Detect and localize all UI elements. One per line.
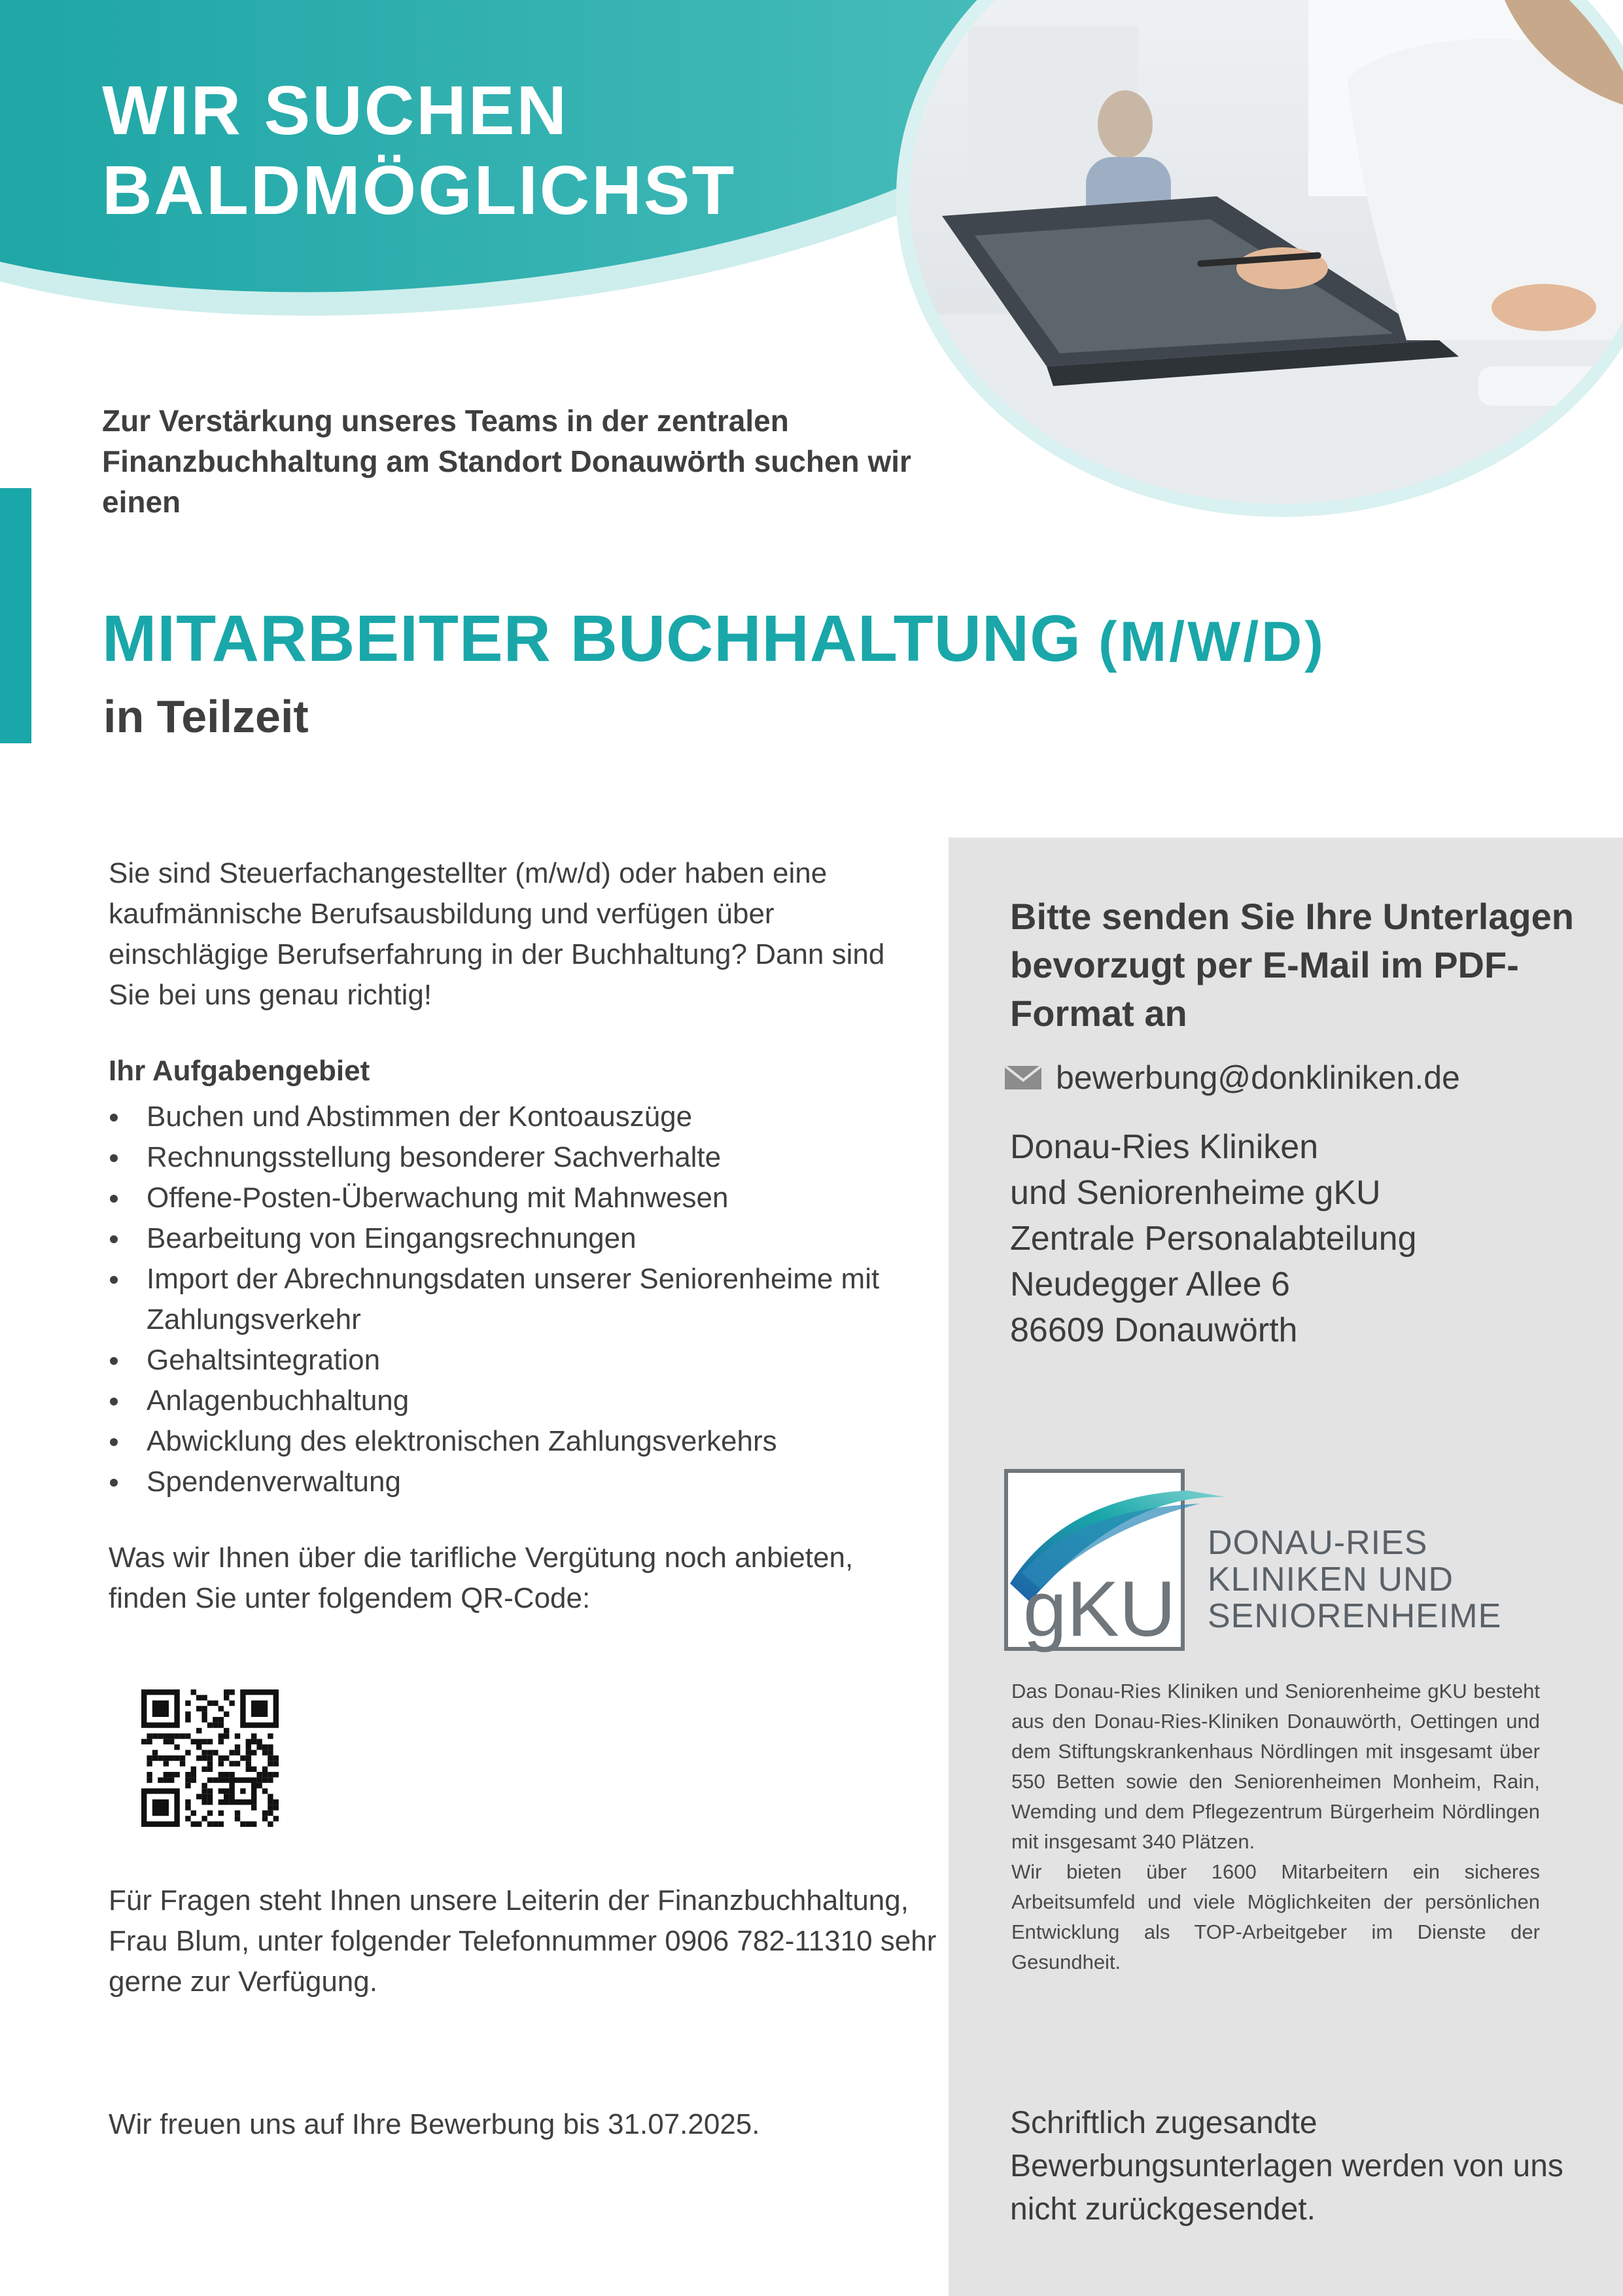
headline-line1: WIR SUCHEN [102,72,569,149]
requirements-text: Sie sind Steuerfachangestellter (m/w/d) oder haben eine kaufmännische Berufsausbildung und verfügen über einschlägige Berufserfahrung in der Buchhaltung? Dann sind Sie bei uns genau richtig! [109,857,885,1011]
logo-line: DONAU-RIES [1208,1524,1428,1562]
job-title [102,599,1326,681]
list-item: Anlagenbuchhaltung [109,1381,926,1421]
logo-line: SENIORENHEIME [1208,1597,1502,1635]
left-column [109,853,926,1619]
accent-bar [0,488,31,743]
address-line: Neudegger Allee 6 [1010,1265,1290,1303]
job-subtitle: in Teilzeit [103,691,309,742]
list-item: Rechnungsstellung besonderer Sachverhalte [109,1137,926,1178]
list-item: Abwicklung des elektronischen Zahlungsverkehrs [109,1421,926,1462]
about-paragraph: Wir bieten über 1600 Mitarbeitern ein sicheres Arbeitsumfeld und viele Möglichkeiten der persönlichen Entwicklung als TOP-Arbeitgeber im Dienste der Gesundheit. [1011,1860,1540,1973]
qr-code[interactable] [141,1689,279,1827]
tasks-title: Ihr Aufgabengebiet [109,1055,370,1087]
closing-text: Wir freuen uns auf Ihre Bewerbung bis 31.07.2025. [109,2108,760,2140]
page-headline [102,71,736,230]
address-line: und Seniorenheime gKU [1010,1174,1381,1212]
list-item: Spendenverwaltung [109,1462,926,1502]
address-line: 86609 Donauwörth [1010,1311,1298,1349]
list-item: Buchen und Abstimmen der Kontoauszüge [109,1097,926,1137]
list-item: Bearbeitung von Eingangsrechnungen [109,1218,926,1259]
address-line: Donau-Ries Kliniken [1010,1128,1319,1166]
intro-text: Zur Verstärkung unseres Teams in der zentralen Finanzbuchhaltung am Standort Donauwörth suchen wir einen [102,404,911,519]
postal-address [1010,1124,1417,1353]
envelope-icon [1005,1065,1041,1091]
logo-line: KLINIKEN UND [1208,1561,1454,1598]
apply-heading: Bitte senden Sie Ihre Unterlagen bevorzugt per E-Mail im PDF-Format an [1010,896,1574,1034]
list-item: Import der Abrechnungsdaten unserer Seniorenheime mit Zahlungsverkehr [109,1259,926,1340]
contact-text: Für Fragen steht Ihnen unsere Leiterin der Finanzbuchhaltung, Frau Blum, unter folgender Telefonnummer 0906 782-11310 sehr gerne zur Verfügung. [109,1884,937,1998]
qr-code-icon [141,1689,279,1827]
qr-intro-text: Was wir Ihnen über die tarifliche Vergütung noch anbieten, finden Sie unter folgendem QR-Code: [109,1542,854,1614]
list-item: Gehaltsintegration [109,1340,926,1381]
return-notice: Schriftlich zugesandte Bewerbungsunterlagen werden von uns nicht zurückgesendet. [1010,2106,1563,2227]
gender-tag: (M/W/D) [1098,610,1326,673]
email-row[interactable] [1005,1055,1460,1101]
headline-line2: BALDMÖGLICHST [102,152,737,229]
about-paragraph: Das Donau-Ries Kliniken und Seniorenheime gKU besteht aus den Donau-Ries-Kliniken Donauwörth, Oettingen und dem Stiftungskrankenhaus Nördlingen mit insgesamt über 550 Betten sowie den Seniorenheimen Monheim, Rain, Wemding und dem Pflegezentrum Bürgerheim Nördlingen mit insgesamt 340 Plätzen. [1011,1680,1540,1853]
address-line: Zentrale Personalabteilung [1010,1220,1417,1258]
list-item: Offene-Posten-Überwachung mit Mahnwesen [109,1178,926,1218]
job-title-text: MITARBEITER BUCHHALTUNG [102,602,1081,675]
about-text [1011,1676,1540,1977]
tasks-list [109,1097,926,1502]
logo-mark: gKU [1023,1565,1176,1653]
email-link[interactable]: bewerbung@donkliniken.de [1056,1059,1460,1096]
logo-wordmark [1208,1525,1501,1634]
